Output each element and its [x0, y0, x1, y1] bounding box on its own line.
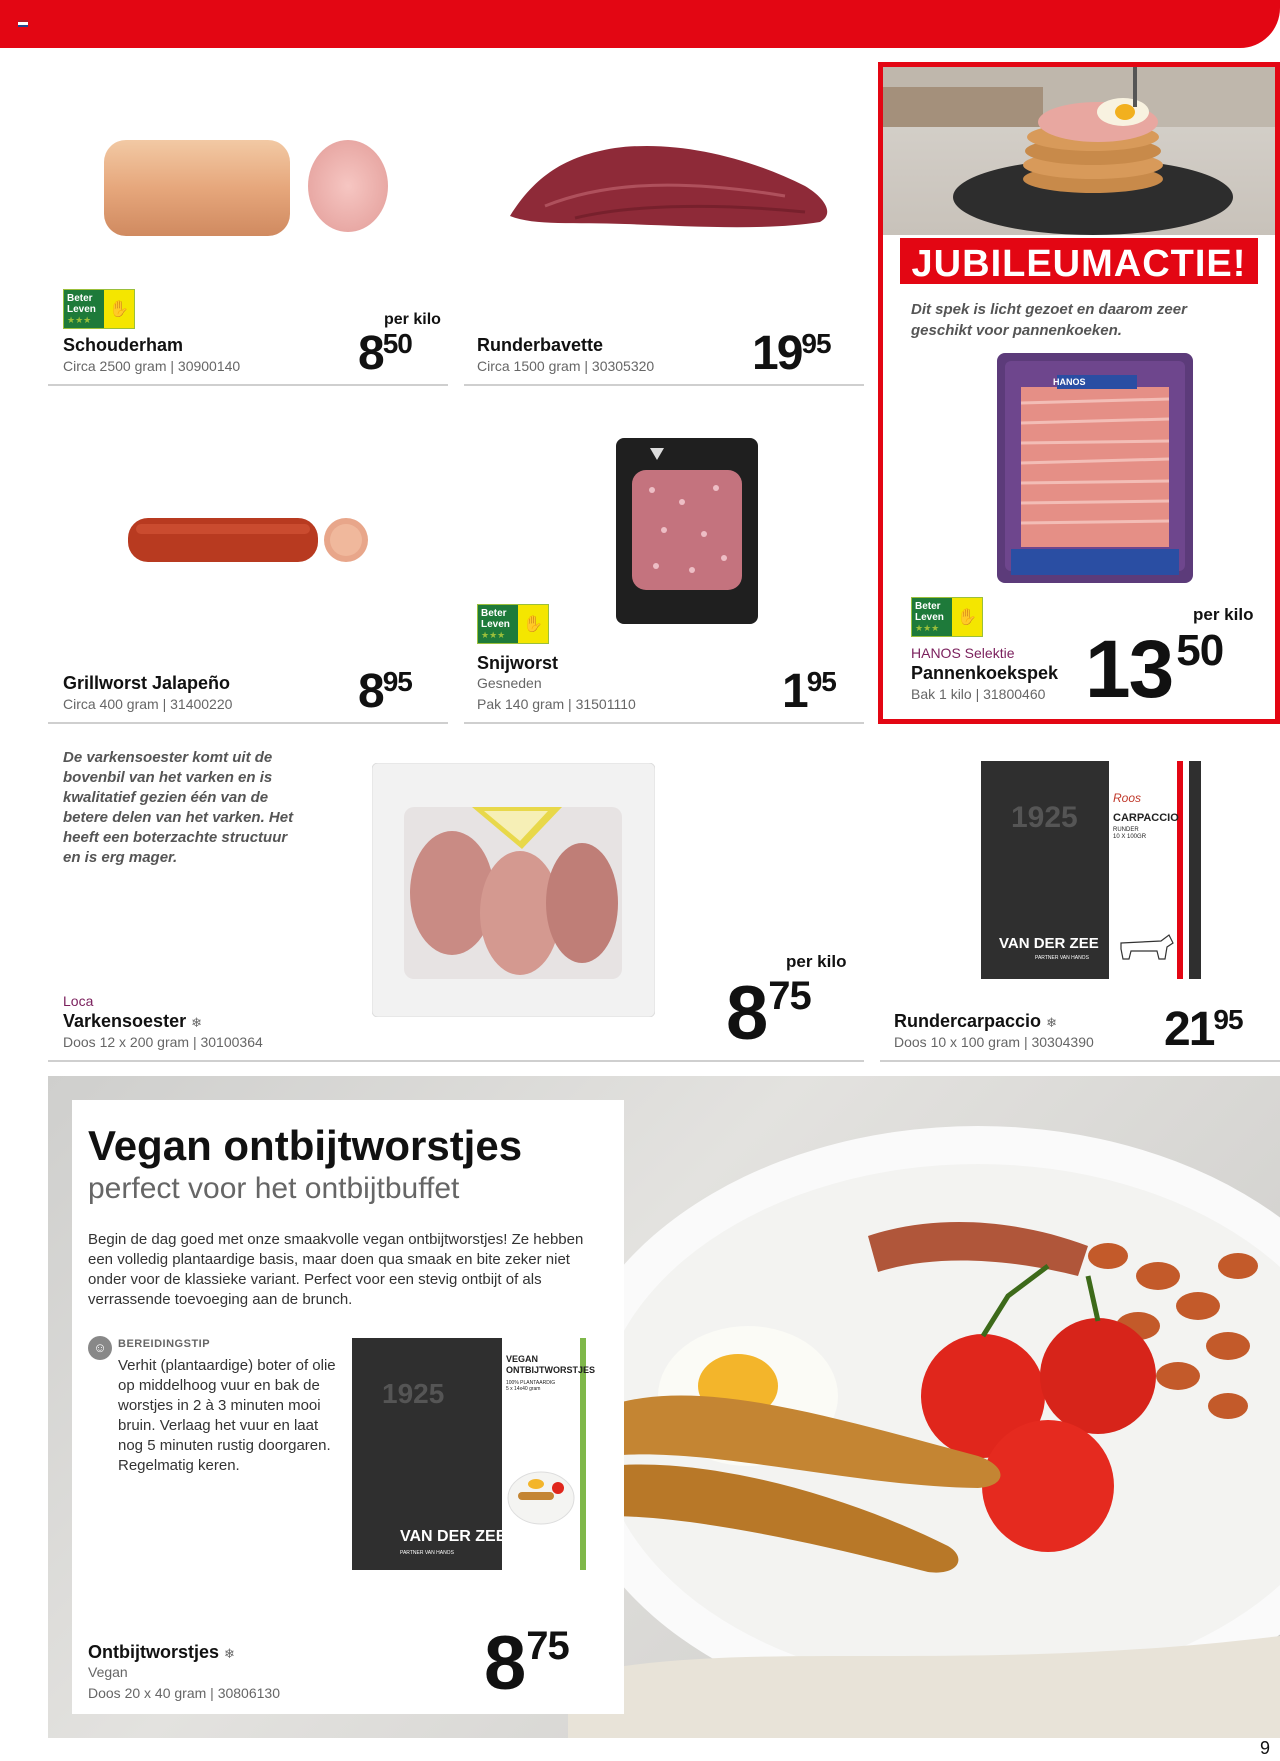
ontbijtworstjes-pack-image: 1925 VEGAN ONTBIJTWORSTJES 100% PLANTAARDIG 5 x 14x40 gram VAN DER ZEE PARTNER VAN HANOS: [352, 1338, 586, 1570]
hand-icon: ✋: [518, 605, 548, 643]
per-kilo-label: per kilo: [786, 952, 847, 971]
product-name: Rundercarpaccio ❄: [894, 1011, 1057, 1031]
price: 1995: [752, 327, 831, 380]
divider: [464, 384, 864, 386]
hand-icon: ✋: [952, 598, 982, 636]
cow-icon: [1115, 929, 1175, 965]
product-meta: Doos 20 x 40 gram | 30806130: [88, 1685, 280, 1701]
divider: [880, 1060, 1280, 1062]
product-name: Pannenkoekspek: [911, 663, 1059, 683]
price: 2195: [1164, 1003, 1243, 1056]
product-sub: Vegan: [88, 1664, 128, 1680]
promo-banner: JUBILEUMACTIE!: [897, 235, 1261, 287]
product-sub: Gesneden: [477, 675, 542, 691]
snijworst-pack-image: [616, 438, 758, 624]
price: 875: [484, 1621, 569, 1706]
product-name: Runderbavette: [477, 335, 604, 355]
rundercarpaccio-pack-image: 1925 Roos CARPACCIO RUNDER 10 X 100GR VAN DER ZEE PARTNER VAN HANOS: [981, 761, 1201, 979]
product-name: Schouderham: [63, 335, 184, 355]
pannenkoekspek-pack-image: [997, 353, 1193, 583]
frozen-icon: ❄: [1046, 1015, 1057, 1030]
product-meta: Doos 12 x 200 gram | 30100364: [63, 1034, 263, 1050]
hand-icon: ✋: [104, 290, 134, 328]
section-title: Vegan ontbijtworstjes: [88, 1122, 523, 1169]
vanderzee-logo: VAN DER ZEE: [999, 935, 1099, 952]
price: 1350: [1085, 624, 1224, 715]
price: 850: [358, 327, 412, 380]
tip-title: BEREIDINGSTIP: [118, 1338, 211, 1350]
vanderzee-logo: VAN DER ZEE: [400, 1528, 507, 1545]
schouderham-image: [98, 132, 398, 242]
runderbavette-image: [505, 136, 835, 236]
product-name: Varkensoester ❄: [63, 1011, 203, 1031]
product-name: Grillworst Jalapeño: [63, 673, 231, 693]
price: 875: [726, 971, 811, 1056]
divider: [48, 384, 448, 386]
tip-body: Verhit (plantaardige) boter of olie op middelhoog vuur en bak de worstjes in 2 à 3 minuten mooi bruin. Verlaag het vuur en laat nog 5 minuten rustig doorgaren. Regelmatig keren.: [118, 1357, 336, 1474]
per-kilo-label: per kilo: [1193, 605, 1254, 624]
frozen-icon: ❄: [224, 1646, 235, 1661]
divider: [48, 1060, 864, 1062]
section-subtitle: perfect voor het ontbijtbuffet: [88, 1172, 460, 1205]
header-bar: [0, 0, 1280, 48]
beter-leven-label: Beter Leven ★★★ ✋: [477, 604, 549, 644]
product-meta: Circa 400 gram | 31400220: [63, 696, 233, 712]
grillworst-image: [126, 510, 376, 572]
product-brand: HANOS Selektie: [911, 645, 1015, 661]
price: 195: [782, 665, 836, 718]
pack-brand: HANOS: [1053, 377, 1086, 387]
page-number: 9: [1259, 1738, 1270, 1758]
per-kilo-label: per kilo: [384, 311, 441, 328]
product-meta: Doos 10 x 100 gram | 30304390: [894, 1034, 1094, 1050]
beter-leven-label: Beter Leven ★★★ ✋: [911, 597, 983, 637]
price: 895: [358, 665, 412, 718]
beter-leven-label: Beter Leven ★★★ ✋: [63, 289, 135, 329]
product-brand: Loca: [63, 993, 94, 1009]
promo-text: Dit spek is licht gezoet en daarom zeer geschikt voor pannenkoeken.: [911, 301, 1187, 339]
divider: [464, 722, 864, 724]
product-meta: Circa 1500 gram | 30305320: [477, 358, 655, 374]
section-body: Begin de dag goed met onze smaakvolle vegan ontbijtworstjes! Ze hebben een volledig plantaardige basis, maar doen qua smaak en bite zeker niet onder voor de klassieke variant. Perfect voor een stevig ontbijt of als verrassende toevoeging aan de brunch.: [88, 1231, 584, 1308]
product-meta: Bak 1 kilo | 31800460: [911, 686, 1046, 702]
dutch-flag-icon: [18, 20, 28, 27]
product-name: Ontbijtworstjes ❄: [88, 1642, 235, 1662]
pancake-photo: [883, 67, 1275, 235]
promo-box: [878, 62, 1280, 724]
plate-icon: [506, 1468, 576, 1528]
product-meta: Pak 140 gram | 31501110: [477, 696, 636, 712]
frozen-icon: ❄: [191, 1015, 203, 1030]
varkensoester-pack-image: [372, 763, 655, 1017]
product-meta: Circa 2500 gram | 30900140: [63, 358, 241, 374]
divider: [48, 722, 448, 724]
product-name: Snijworst: [477, 653, 559, 673]
chef-icon: ☺: [88, 1336, 112, 1360]
product-note: De varkensoester komt uit de bovenbil van het varken en is kwalitatief gezien één van de betere delen van het varken. Het heeft een boterzachte structuur en is erg mager.: [63, 749, 294, 866]
